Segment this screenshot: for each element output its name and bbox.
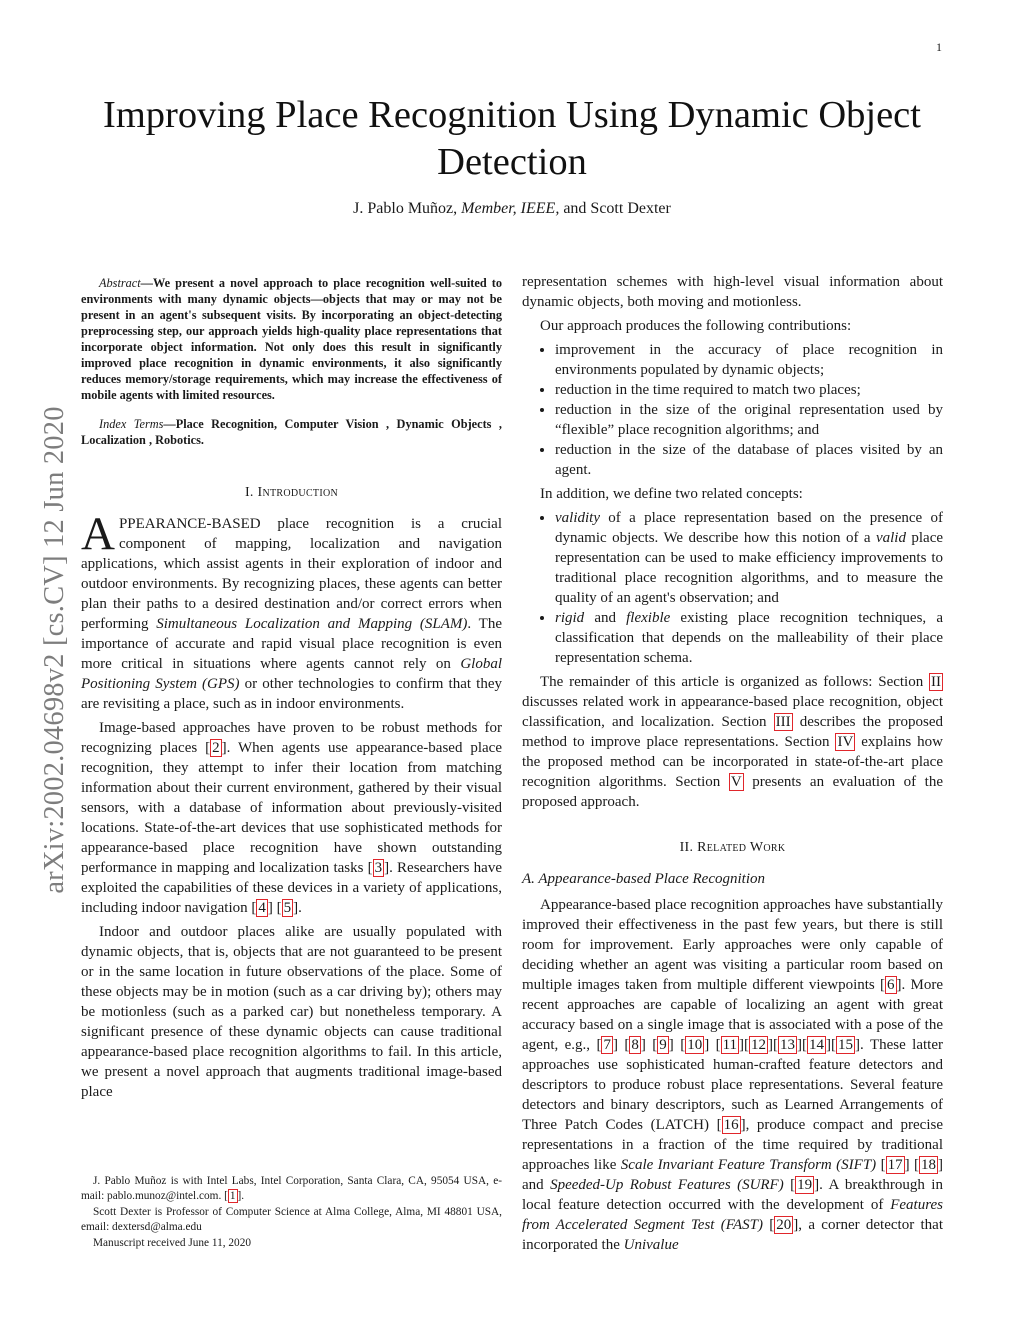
author-name-1: J. Pablo Muñoz, bbox=[353, 200, 458, 217]
citation-link[interactable]: 18 bbox=[920, 1157, 936, 1173]
slam-term: Simultaneous Localization and Mapping (SLAM) bbox=[156, 616, 468, 632]
intro-paragraph-3-continued: representation schemes with high-level visual information about dynamic objects, both moving and motionless. bbox=[522, 274, 943, 310]
validity-term: validity bbox=[555, 510, 600, 526]
citation-link[interactable]: 13 bbox=[780, 1037, 796, 1053]
concept2-and: and bbox=[584, 610, 627, 626]
paper-title: Improving Place Recognition Using Dynamic Object Detection bbox=[103, 94, 921, 183]
rw-text-c: . These latter approaches use sophisticated human-crafted feature detectors and descriptors to produce robust place representations. Several feature detectors and binary descriptors, such as Learned Arrangements of Three Patch Codes (LATCH) bbox=[522, 1037, 943, 1133]
footnote-author-1: J. Pablo Muñoz is with Intel Labs, Intel Corporation, Santa Clara, CA, 95054 USA, e-mail: pablo.munoz@intel.com. [ 1 ]. bbox=[81, 1175, 502, 1202]
intro-p1-text-a: PPEARANCE-BASED place recognition is a crucial component of mapping, localization and navigation applications, which assist agents in their exploration of indoor and outdoor environments. By recognizing places, these agents can better plan their paths to a desired destination and/or correct errors when performing bbox=[81, 516, 502, 632]
citation-link[interactable]: 8 bbox=[631, 1037, 639, 1053]
footnote-1-text: J. Pablo Muñoz is with Intel Labs, Intel Corporation, Santa Clara, CA, 95054 USA, e-mail: pablo.munoz@intel.com. bbox=[81, 1175, 502, 1202]
intro-p2-text-c: . Researchers have exploited the capabilities of these devices in a variety of applications, including indoor navigation bbox=[81, 860, 502, 916]
left-column bbox=[81, 272, 502, 1106]
dropcap: A bbox=[81, 508, 115, 560]
rigid-term: rigid bbox=[555, 610, 585, 626]
index-terms-text: —Place Recognition, Computer Vision , Dynamic Objects , Localization , Robotics. bbox=[81, 417, 502, 447]
subsection-heading: A. Appearance-based Place Recognition bbox=[522, 871, 765, 887]
citation-link[interactable]: 5 bbox=[283, 900, 292, 916]
org-text-d: explains how the proposed method can be incorporated in state-of-the-art place recognition algorithms. Section bbox=[522, 734, 943, 790]
citation-link[interactable]: 7 bbox=[603, 1037, 611, 1053]
footnotes bbox=[81, 1174, 502, 1253]
concept2-text: existing place recognition techniques, a classification that depends on the malleability of their place representation schema. bbox=[555, 610, 943, 666]
footnote-author-2: Scott Dexter is Professor of Computer Science at Alma College, Alma, MI 48801 USA, email: dextersd@alma.edu bbox=[81, 1206, 502, 1233]
citation-link[interactable]: 15 bbox=[838, 1037, 854, 1053]
citation-link[interactable]: 17 bbox=[887, 1157, 903, 1173]
section-heading-introduction: I. Introduction bbox=[244, 485, 339, 500]
valid-term: valid bbox=[875, 530, 906, 546]
concepts-list bbox=[522, 508, 943, 668]
intro-p1-text-c: or other technologies to confirm that they are revisiting a place, such as in indoor environments. bbox=[81, 676, 502, 712]
concept1-text-b: place representation can be used to make efficiency improvements to traditional place recognition algorithms, and to measure the quality of an agent's observation; and bbox=[555, 530, 944, 606]
abstract bbox=[81, 272, 502, 403]
contributions-list bbox=[522, 340, 943, 480]
concept1-text-a: of a place representation based on the presence of dynamic objects. We describe how this notion of a bbox=[555, 510, 943, 546]
section-link[interactable]: III bbox=[775, 714, 791, 730]
right-column bbox=[522, 272, 943, 1259]
section-heading-related-work: II. Related Work bbox=[679, 840, 786, 855]
rw-text-f: , a corner detector that incorporated the bbox=[522, 1217, 943, 1253]
section-link[interactable]: II bbox=[931, 674, 941, 690]
citation-link[interactable]: 20 bbox=[776, 1217, 792, 1233]
org-text-c: describes the proposed method to improve place representations. Section bbox=[522, 714, 943, 750]
citation-link[interactable]: 3 bbox=[374, 860, 383, 876]
intro-paragraph-1 bbox=[81, 508, 502, 714]
gps-term: Global Positioning System (GPS) bbox=[81, 656, 502, 692]
author-line bbox=[80, 199, 944, 219]
org-text-b: discusses related work in appearance-based place recognition, object classification, and localization. Section bbox=[522, 694, 943, 730]
author-affiliation: Member, IEEE, bbox=[461, 200, 560, 217]
citation-link[interactable]: 2 bbox=[212, 740, 220, 756]
rw-text-e: . A breakthrough in local feature detection occurred with the development of bbox=[522, 1177, 943, 1213]
index-terms-label: Index Terms bbox=[99, 417, 164, 431]
rw-and: and bbox=[522, 1177, 551, 1193]
intro-p2-text-b: . When agents use appearance-based place recognition, they attempt to infer their location from matching information about their current environment, gathered by their visual sensors, with a database of information about previously-visited locations. State-of-the-art devices that use sophisticated methods for appearance-based place recognition have shown outstanding performance in mapping and localization tasks bbox=[81, 740, 503, 876]
list-item bbox=[555, 508, 943, 608]
list-item: • improvement in the accuracy of place recognition in environments populated by dynamic objects; bbox=[555, 340, 943, 380]
citation-link[interactable]: 16 bbox=[723, 1117, 739, 1133]
concepts-intro: In addition, we define two related concepts: bbox=[540, 486, 803, 502]
flexible-term: flexible bbox=[626, 610, 671, 626]
org-text-a: The remainder of this article is organized as follows: Section bbox=[540, 674, 929, 690]
footnote-manuscript: Manuscript received June 11, 2020 bbox=[93, 1237, 252, 1249]
abstract-text: —We present a novel approach to place recognition well-suited to environments with many dynamic objects—objects that may or may not be present in an agent's subsequent visits. By incorporating an object-detecting preprocessing step, our approach yields high-quality place representations that incorporate object information. Not only does this result in significantly improved place recognition in dynamic environments, it also significantly reduces memory/storage requirements, which may increase the effectiveness of mobile agents with limited resources. bbox=[81, 276, 502, 402]
intro-p2-text-a: Image-based approaches have proven to be robust methods for recognizing places bbox=[81, 720, 502, 756]
citation-link[interactable]: 6 bbox=[887, 977, 895, 993]
citation-link[interactable]: 11 bbox=[722, 1037, 738, 1053]
sift-term: Scale Invariant Feature Transform (SIFT) bbox=[620, 1157, 877, 1173]
organization-paragraph bbox=[522, 672, 943, 812]
intro-p1-text-b: . The importance of accurate and rapid visual place recognition is even more critical in situations where agents cannot rely on bbox=[81, 616, 502, 672]
univalue-term: Univalue bbox=[623, 1237, 679, 1253]
contributions-intro: Our approach produces the following contributions: bbox=[540, 318, 852, 334]
page-number: 1 bbox=[936, 40, 942, 54]
rw-text-a: Appearance-based place recognition approaches have substantially improved their effectiveness in the past few years, but there is still room for improvement. Early approaches were only capable of deciding whether an agent was visiting a particular room based on multiple images taken from multiple different viewpoints bbox=[522, 897, 943, 993]
citation-link[interactable]: 14 bbox=[809, 1037, 825, 1053]
list-item: • reduction in the size of the database of places visited by an agent. bbox=[555, 440, 943, 480]
list-item bbox=[555, 608, 943, 668]
section-link[interactable]: IV bbox=[837, 734, 854, 750]
rw-text-d: , produce compact and precise representations in a fraction of the time required by traditional approaches like bbox=[522, 1117, 943, 1173]
org-text-e: presents an evaluation of the proposed approach. bbox=[522, 774, 943, 810]
arxiv-stamp: arXiv:2002.04698v2 [cs.CV] 12 Jun 2020 bbox=[39, 406, 70, 894]
rw-text-b: . More recent approaches are capable of localizing an agent with great accuracy based on a single image that is associated with a pose of the agent, e.g., bbox=[522, 977, 943, 1053]
citation-link[interactable]: 9 bbox=[659, 1037, 667, 1053]
citation-link[interactable]: 10 bbox=[687, 1037, 703, 1053]
citation-link[interactable]: 1 bbox=[229, 1189, 236, 1202]
intro-paragraph-3: Indoor and outdoor places alike are usually populated with dynamic objects, that is, objects that are not guaranteed to be present or in the same location in future observations of the place. Some of these objects may be in motion (such as a car driving by); others may be motionless (such as a parked car) but nonetheless temporary. A significant presence of these dynamic objects can cause traditional appearance-based place recognition algorithms to fail. In this article, we present a novel approach that augments traditional image-based place bbox=[81, 924, 502, 1100]
fast-term: Features from Accelerated Segment Test (FAST) bbox=[522, 1197, 943, 1233]
list-item: • reduction in the time required to match two places; bbox=[555, 380, 943, 400]
section-link[interactable]: V bbox=[730, 774, 742, 790]
citation-link[interactable]: 12 bbox=[751, 1037, 767, 1053]
citation-link[interactable]: 19 bbox=[797, 1177, 813, 1193]
author-rest: and Scott Dexter bbox=[563, 200, 671, 217]
surf-term: Speeded-Up Robust Features (SURF) bbox=[550, 1177, 784, 1193]
intro-paragraph-2: Image-based approaches have proven to be robust methods for recognizing places [ 2 ]. When agents use appearance-based place recognition, they attempt to infer their location from matching information about their current environment, gathered by their visual sensors, with a database of information about previously-visited locations. State-of-the-art devices that use sophisticated methods for appearance-based place recognition have shown outstanding performance in mapping and localization tasks [ 3 ]. Researchers have exploited the capabilities of these devices in a variety of applications, including indoor navigation [ 4 ] [ 5 ]. bbox=[81, 720, 503, 916]
list-item: • reduction in the size of the original representation used by “flexible” place recognition algorithms; and bbox=[555, 400, 943, 440]
related-work-paragraph: Appearance-based place recognition approaches have substantially improved their effectiveness in the past few years, but there is still room for improvement. Early approaches were only capable of deciding whether an agent was visiting a particular room based on multiple images taken from multiple different viewpoints [ 6 ]. More recent approaches are capable of localizing an agent with great accuracy based on a single image that is associated with a pose of the agent, e.g., [ 7 ] [ 8 ] [ 9 ] [ 10 ] [ 11 ][ 12 ][ 13 ][ 14 ][ 15 ]. These latter approaches use sophisticated human-crafted feature detectors and descriptors to produce robust place representations. Several feature detectors and binary descriptors, such as Learned Arrangements of Three Patch Codes (LATCH) [ 16 ], produce compact and precise representations in a fraction of the time required by traditional approaches like Scale Invariant Feature Transform (SIFT) [ 17 ] [ 18 ] and Speeded-Up Robust Features (SURF) [ 19 ]. A breakthrough in local feature detection occurred with the development of Features from Accelerated Segment Test (FAST) [ 20 ], a corner detector that incorporated the Univalue bbox=[522, 897, 943, 1253]
abstract-label: Abstract bbox=[99, 276, 141, 290]
index-terms bbox=[81, 416, 502, 448]
citation-link[interactable]: 4 bbox=[258, 900, 266, 916]
